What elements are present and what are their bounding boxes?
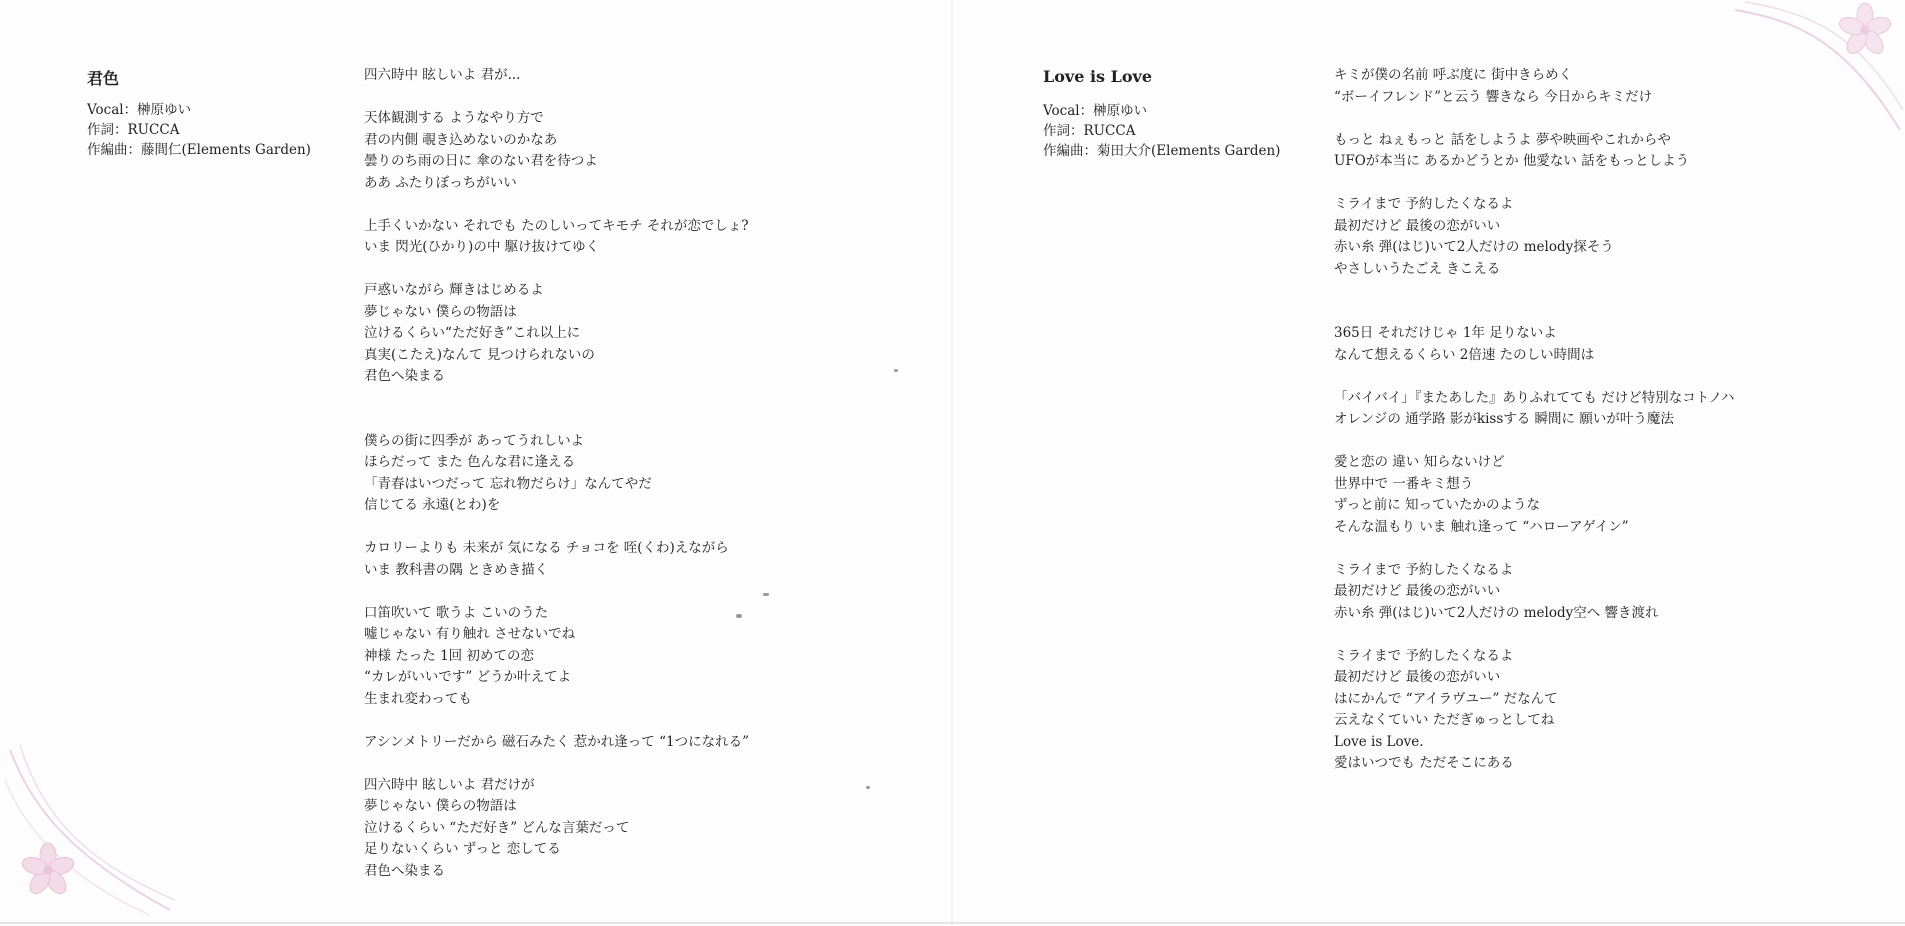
lyric-stanza xyxy=(1334,130,1734,173)
lyric-line: Love is Love. xyxy=(1334,733,1424,750)
lyric-line: 最初だけど 最後の恋がいい xyxy=(1334,669,1501,685)
lyric-stanza xyxy=(1334,646,1734,775)
lyric-line: 最初だけど 最後の恋がいい xyxy=(1334,217,1501,234)
lyric-line: 天体観測する ようなやり方で xyxy=(364,110,544,126)
lyric-stanza xyxy=(364,603,749,711)
lyric-stanza xyxy=(1334,65,1734,108)
lyric-line: ずっと前に 知っていたかのような xyxy=(1334,497,1540,513)
lyric-line: ミライまで 予約したくなるよ xyxy=(1334,561,1514,578)
lyric-line: 世界中で 一番キミ想う xyxy=(1334,475,1474,492)
lyric-stanza xyxy=(364,108,749,194)
paper-speck xyxy=(866,786,870,789)
lyric-line: 赤い糸 弾(はじ)いて2人だけの melody探そう xyxy=(1334,239,1614,255)
left-credit-vocal: Vocal：榊原ゆい xyxy=(87,102,192,118)
left-page xyxy=(0,0,952,926)
lyric-line: 僕らの街に四季が あってうれしいよ xyxy=(364,432,585,449)
lyric-line: 愛はいつでも ただそこにある xyxy=(1334,755,1514,771)
left-credit-lyricist: 作詞：RUCCA xyxy=(87,122,180,138)
lyric-line: キミが僕の名前 呼ぶ度に 街中きらめく xyxy=(1334,67,1573,83)
lyric-line: オレンジの 通学路 影がkissする 瞬間に 願いが叶う魔法 xyxy=(1334,411,1674,427)
lyric-line: “カレがいいです” どうか叶えてよ xyxy=(364,669,572,685)
lyric-stanza xyxy=(364,732,749,754)
paper-speck xyxy=(763,593,769,596)
right-credit-lyricist: 作詞：RUCCA xyxy=(1043,123,1136,139)
lyric-line: UFOが本当に あるかどうとか 他愛ない 話をもっとしよう xyxy=(1334,153,1690,169)
lyric-line: ミライまで 予約したくなるよ xyxy=(1334,647,1514,664)
lyric-stanza xyxy=(364,775,749,883)
lyric-line: アシンメトリーだから 磁石みたく 惹かれ逢って “1つになれる” xyxy=(364,733,749,750)
right-song-title: Love is Love xyxy=(1043,67,1153,86)
paper-speck xyxy=(894,369,898,372)
lyric-line: 愛と恋の 違い 知らないけど xyxy=(1334,454,1505,470)
right-credit-vocal: Vocal：榊原ゆい xyxy=(1043,103,1148,119)
left-song-credits xyxy=(87,100,311,160)
lyric-stanza xyxy=(1334,323,1734,366)
lyric-stanza xyxy=(364,216,749,259)
lyric-line: カロリーよりも 未来が 気になる チョコを 咥(くわ)えながら xyxy=(364,540,729,556)
lyric-stanza xyxy=(1334,194,1734,280)
lyric-line: 足りないくらい ずっと 恋してる xyxy=(364,841,561,857)
lyric-stanza xyxy=(364,431,749,517)
lyric-line: 生まれ変わっても xyxy=(364,690,472,707)
lyric-line: はにかんで “アイラヴユー” だなんて xyxy=(1334,690,1558,707)
flower-ornament-icon xyxy=(1735,0,1905,140)
lyric-stanza xyxy=(1334,560,1734,625)
lyric-line: “ボーイフレンド”と云う 響きなら 今日からキミだけ xyxy=(1334,88,1653,105)
lyric-line: 曇りのち雨の日に 傘のない君を待つよ xyxy=(364,153,598,169)
lyric-line: 「青春はいつだって 忘れ物だらけ」なんてやだ xyxy=(364,475,652,492)
right-song-credits xyxy=(1043,101,1280,161)
lyric-stanza xyxy=(1334,452,1734,538)
lyric-line: いま 教科書の隅 ときめき描く xyxy=(364,561,549,578)
lyric-line: 君の内側 覗き込めないのかなあ xyxy=(364,131,558,148)
lyric-line: 口笛吹いて 歌うよ こいのうた xyxy=(364,604,549,621)
lyric-line: そんな温もり いま 触れ逢って “ハローアゲイン” xyxy=(1334,518,1629,535)
lyric-line: もっと ねぇもっと 話をしようよ 夢や映画やこれからや xyxy=(1334,131,1671,148)
right-song-lyrics xyxy=(1334,65,1734,796)
page-bottom-edge xyxy=(0,922,1905,924)
paper-speck xyxy=(736,614,742,618)
lyric-line: 云えなくていい ただぎゅっとしてね xyxy=(1334,712,1555,728)
lyric-line: 嘘じゃない 有り触れ させないでね xyxy=(364,626,576,642)
lyric-line: いま 閃光(ひかり)の中 駆け抜けてゆく xyxy=(364,239,600,255)
right-credit-composer: 作編曲：菊田大介(Elements Garden) xyxy=(1043,143,1281,159)
lyric-line: 赤い糸 弾(はじ)いて2人だけの melody空へ 響き渡れ xyxy=(1334,604,1659,621)
lyric-line: 夢じゃない 僕らの物語は xyxy=(364,798,517,814)
lyric-stanza xyxy=(1334,388,1734,431)
lyric-line: なんて想えるくらい 2倍速 たのしい時間は xyxy=(1334,346,1595,363)
lyric-line: 戸惑いながら 輝きはじめるよ xyxy=(364,282,544,298)
left-credit-composer: 作編曲：藤間仁(Elements Garden) xyxy=(87,142,311,158)
lyric-line: 信じてる 永遠(とわ)を xyxy=(364,497,501,513)
lyric-line: 君色へ染まる xyxy=(364,368,445,384)
lyric-line: ああ ふたりぼっちがいい xyxy=(364,174,517,191)
lyric-line: 365日 それだけじゃ 1年 足りないよ xyxy=(1334,325,1557,341)
lyric-line: やさしいうたごえ きこえる xyxy=(1334,260,1501,277)
flower-ornament-icon xyxy=(0,740,190,920)
lyric-line: 真実(こたえ)なんて 見つけられないの xyxy=(364,346,595,363)
lyric-line: ほらだって また 色んな君に逢える xyxy=(364,454,576,470)
lyric-line: 泣けるくらい “ただ好き” どんな言葉だって xyxy=(364,819,630,836)
lyric-line: 神様 たった 1回 初めての恋 xyxy=(364,647,534,664)
lyric-line: 「バイバイ」『またあした』ありふれてても だけど特別なコトノハ xyxy=(1334,389,1735,406)
lyric-line: ミライまで 予約したくなるよ xyxy=(1334,196,1514,212)
lyric-line: 夢じゃない 僕らの物語は xyxy=(364,303,517,320)
lyric-line: 君色へ染まる xyxy=(364,862,445,879)
left-song-lyrics xyxy=(364,65,749,904)
right-page xyxy=(952,0,1905,926)
lyric-line: 最初だけど 最後の恋がいい xyxy=(1334,583,1501,599)
lyric-stanza xyxy=(364,538,749,581)
lyric-line: 泣けるくらい“ただ好き”これ以上に xyxy=(364,325,581,341)
lyric-line: 上手くいかない それでも たのしいってキモチ それが恋でしょ? xyxy=(364,217,749,234)
lyric-stanza xyxy=(364,280,749,388)
lyric-line: 四六時中 眩しいよ 君だけが xyxy=(364,776,535,793)
lyric-stanza xyxy=(364,65,749,87)
lyric-line: 四六時中 眩しいよ 君が... xyxy=(364,67,521,83)
left-song-title: 君色 xyxy=(87,69,120,88)
